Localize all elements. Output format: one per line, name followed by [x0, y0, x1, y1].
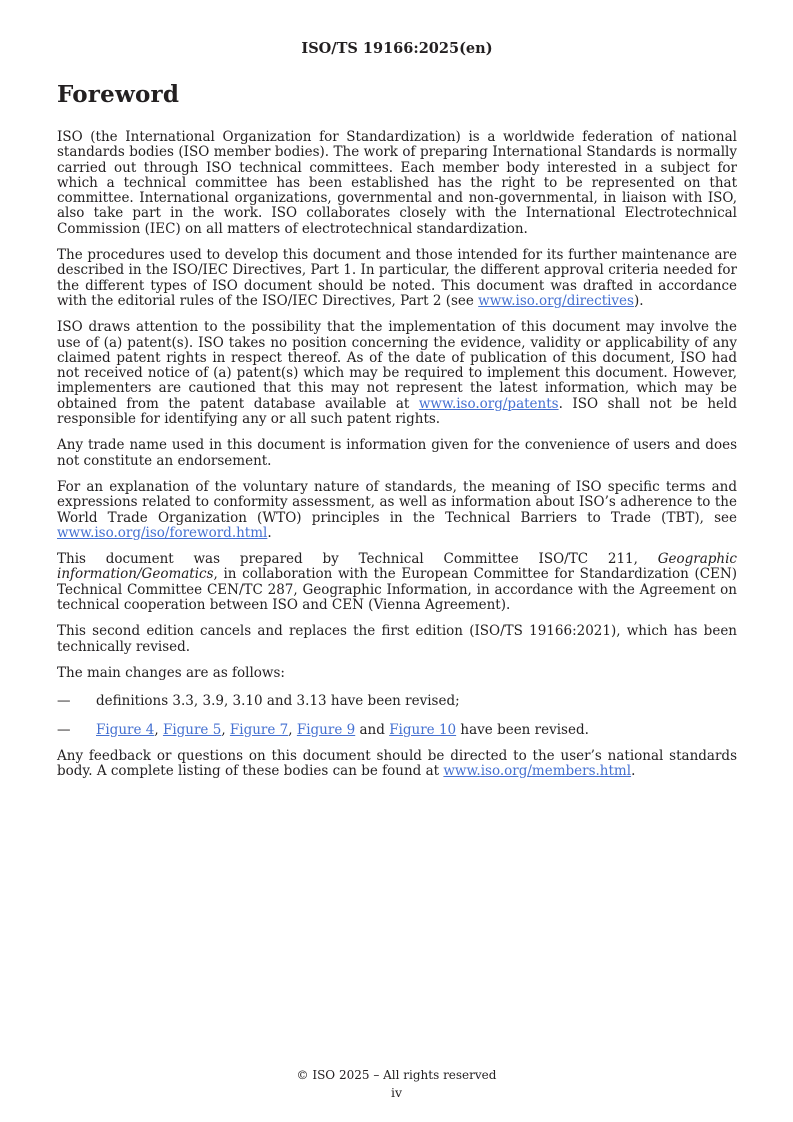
inline-link[interactable]: www.iso.org/directives [478, 292, 634, 309]
text-run: , [288, 721, 297, 738]
paragraph [57, 438, 737, 469]
page-title: Foreword [57, 81, 180, 108]
text-run: This document was prepared by Technical Committee ISO/TC 211, [57, 551, 658, 568]
text-run: , [154, 721, 163, 738]
inline-link[interactable]: Figure 7 [229, 721, 289, 738]
paragraph [57, 666, 737, 681]
paragraph [57, 480, 737, 541]
text-run: . [631, 763, 636, 780]
list-item-text [96, 723, 737, 738]
dash-bullet-marker: — [57, 693, 71, 710]
text-run: Any trade name used in this document is information given for the convenience of users and does not constitute an endorsement. [57, 437, 737, 469]
paragraph [57, 552, 737, 613]
paragraph [57, 749, 737, 780]
paragraph [57, 130, 737, 237]
text-run: . ISO shall not be held responsible for identifying any or all such patent rights. [57, 395, 737, 428]
inline-link[interactable]: Figure 9 [296, 721, 356, 738]
text-run: Any feedback or questions on this document should be directed to the user’s national standards body. A complete listing of these bodies can be found at [57, 747, 737, 780]
copyright-notice: © ISO 2025 – All rights reserved [296, 1068, 497, 1082]
italic-text: Geographic information/Geomatics [57, 551, 737, 583]
inline-link[interactable]: Figure 10 [389, 721, 457, 738]
inline-link[interactable]: Figure 5 [162, 721, 222, 738]
paragraph [57, 320, 737, 427]
text-run: ). [633, 292, 644, 309]
page-footer [0, 1068, 793, 1100]
text-run: For an explanation of the voluntary nature of standards, the meaning of ISO specific terms and expressions related to conformity assessment, as well as information about ISO’s adherence to the World Trade Organization (WTO) principles in the Technical Barriers to Trade (TBT), see [57, 478, 737, 526]
list-item [57, 723, 737, 738]
inline-link[interactable]: www.iso.org/members.html [443, 763, 632, 780]
list-item-text [96, 694, 737, 709]
text-run: The procedures used to develop this document and those intended for its further maintenance are described in the ISO/IEC Directives, Part 1. In particular, the different approval criteria needed for the different types of ISO document should be noted. This document was drafted in accordance with the editorial rules of the ISO/IEC Directives, Part 2 (see [57, 247, 737, 309]
inline-link[interactable]: Figure 4 [96, 721, 155, 738]
page-number: iv [390, 1085, 403, 1100]
text-run: , [221, 721, 230, 738]
list-item [57, 694, 737, 709]
text-run: and [355, 721, 390, 738]
text-run: ISO (the International Organization for Standardization) is a worldwide federation of national standards bodies (ISO member bodies). The work of preparing International Standards is normally carried out through ISO technical committees. Each member body interested in a subject for which a technical committee has been established has the right to be represented on that committee. International organizations, governmental and non-governmental, in liaison with ISO, also take part in the work. ISO collaborates closely with the International Electrotechnical Commission (IEC) on all matters of electrotechnical standardization. [57, 129, 737, 237]
text-run: , in collaboration with the European Committee for Standardization (CEN) Technical Committee CEN/TC 287, Geographic Information, in accordance with the Agreement on technical cooperation between ISO and CEN (Vienna Agreement). [57, 566, 737, 614]
foreword-body [57, 130, 737, 779]
paragraph [57, 248, 737, 309]
paragraph [57, 624, 737, 655]
text-run: . [267, 524, 272, 541]
text-run: This second edition cancels and replaces the first edition (ISO/TS 19166:2021), which has been technically revised. [57, 623, 737, 655]
document-reference: ISO/TS 19166:2025(en) [301, 40, 493, 57]
dash-bullet-marker: — [57, 721, 71, 738]
text-run: ISO draws attention to the possibility that the implementation of this document may involve the use of (a) patent(s). ISO takes no position concerning the evidence, validity or applicability of any claimed patent rights in respect thereof. As of the date of publication of this document, ISO had not received notice of (a) patent(s) which may be required to implement this document. However, implementers are cautioned that this may not represent the latest information, which may be obtained from the patent database available at [57, 319, 737, 412]
inline-link[interactable]: www.iso.org/iso/foreword.html [57, 524, 268, 541]
inline-link[interactable]: www.iso.org/patents [418, 395, 559, 412]
text-run: The main changes are as follows: [57, 664, 285, 681]
text-run: definitions 3.3, 3.9, 3.10 and 3.13 have been revised; [96, 693, 460, 710]
text-run: have been revised. [456, 721, 589, 738]
